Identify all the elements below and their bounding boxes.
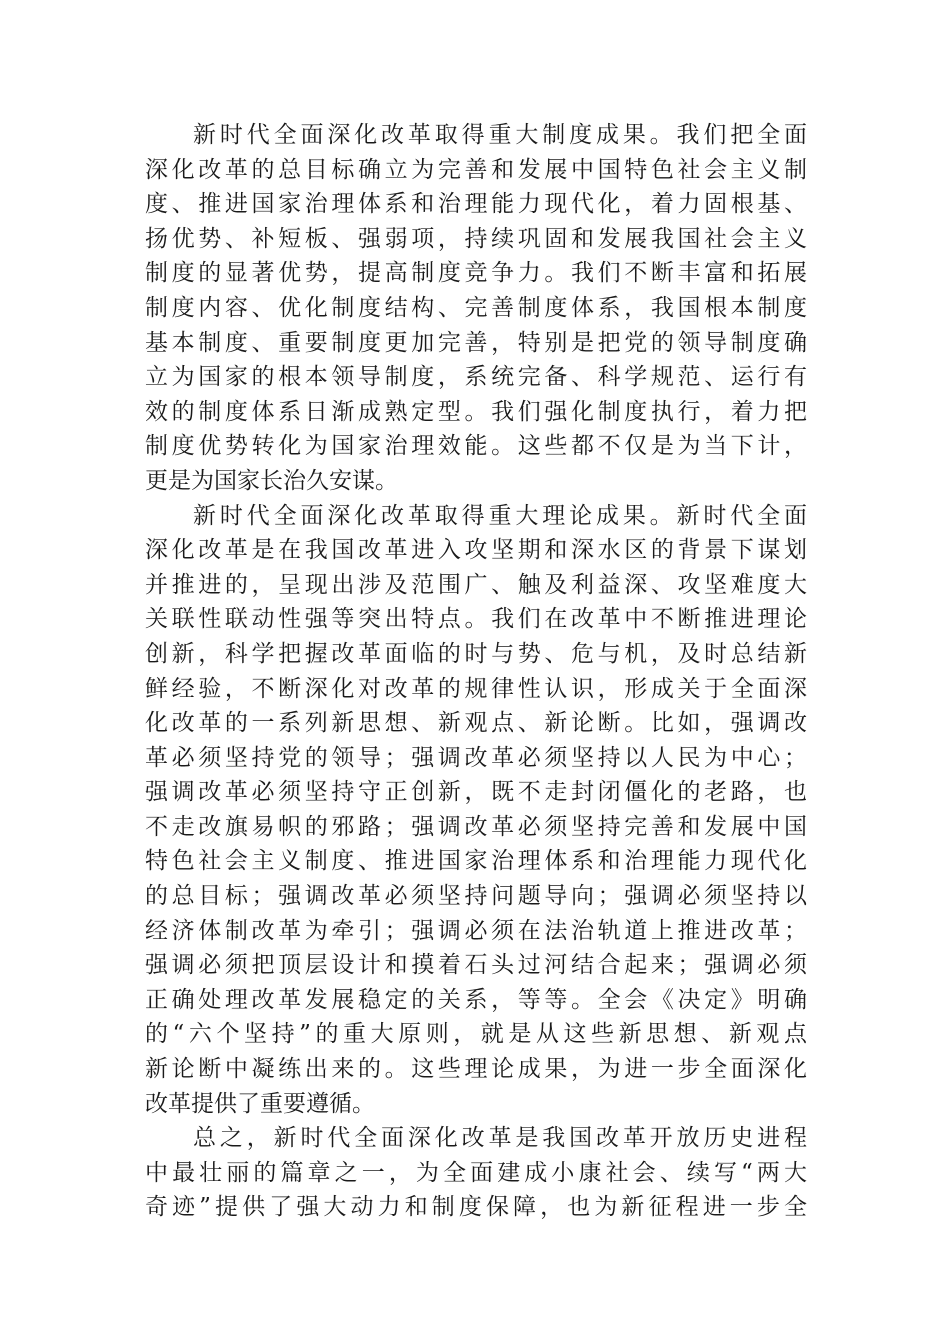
paragraph-line: 改革提供了重要遵循。: [145, 1090, 375, 1117]
paragraph-line: 深化改革是在我国改革进入攻坚期和深水区的背景下谋划: [145, 537, 807, 564]
paragraph-line: 不走改旗易帜的邪路；强调改革必须坚持完善和发展中国: [145, 813, 807, 840]
paragraph-institutional-achievements: [145, 118, 807, 499]
paragraph-line: 关联性联动性强等突出特点。我们在改革中不断推进理论: [145, 606, 807, 633]
paragraph-line: 立为国家的根本领导制度，系统完备、科学规范、运行有: [145, 364, 807, 391]
paragraph-line: 中最壮丽的篇章之一，为全面建成小康社会、续写“两大: [145, 1159, 807, 1186]
paragraph-line: 度、推进国家治理体系和治理能力现代化，着力固根基、: [145, 191, 807, 218]
paragraph-line: 总之，新时代全面深化改革是我国改革开放历史进程: [193, 1125, 807, 1152]
paragraph-line: 扬优势、补短板、强弱项，持续巩固和发展我国社会主义: [145, 225, 807, 252]
paragraph-line: 经济体制改革为牵引；强调必须在法治轨道上推进改革；: [145, 917, 807, 944]
paragraph-line: 更是为国家长治久安谋。: [145, 467, 398, 494]
paragraph-line: 的总目标；强调改革必须坚持问题导向；强调必须坚持以: [145, 883, 807, 910]
paragraph-line: 化改革的一系列新思想、新观点、新论断。比如，强调改: [145, 710, 807, 737]
paragraph-conclusion: [145, 1121, 807, 1225]
paragraph-line: 的“六个坚持”的重大原则，就是从这些新思想、新观点: [145, 1021, 807, 1048]
paragraph-line: 新论断中凝练出来的。这些理论成果，为进一步全面深化: [145, 1056, 807, 1083]
paragraph-line: 创新，科学把握改革面临的时与势、危与机，及时总结新: [145, 640, 807, 667]
paragraph-line: 新时代全面深化改革取得重大制度成果。我们把全面: [193, 122, 807, 148]
paragraph-line: 并推进的，呈现出涉及范围广、触及利益深、攻坚难度大: [145, 571, 807, 598]
paragraph-line: 制度内容、优化制度结构、完善制度体系，我国根本制度: [145, 294, 807, 321]
paragraph-line: 强调改革必须坚持守正创新，既不走封闭僵化的老路，也: [145, 779, 807, 806]
paragraph-line: 革必须坚持党的领导；强调改革必须坚持以人民为中心；: [145, 744, 807, 771]
paragraph-line: 基本制度、重要制度更加完善，特别是把党的领导制度确: [145, 329, 807, 356]
paragraph-line: 新时代全面深化改革取得重大理论成果。新时代全面: [193, 502, 807, 529]
paragraph-line: 鲜经验，不断深化对改革的规律性认识，形成关于全面深: [145, 675, 807, 702]
paragraph-line: 制度优势转化为国家治理效能。这些都不仅是为当下计，: [145, 433, 807, 460]
paragraph-line: 奇迹”提供了强大动力和制度保障，也为新征程进一步全: [145, 1194, 807, 1221]
paragraph-theoretical-achievements: [145, 499, 807, 1122]
paragraph-line: 深化改革的总目标确立为完善和发展中国特色社会主义制: [145, 156, 807, 183]
paragraph-line: 效的制度体系日渐成熟定型。我们强化制度执行，着力把: [145, 398, 807, 425]
paragraph-line: 特色社会主义制度、推进国家治理体系和治理能力现代化: [145, 848, 807, 875]
paragraph-line: 正确处理改革发展稳定的关系，等等。全会《决定》明确: [145, 986, 807, 1013]
paragraph-line: 制度的显著优势，提高制度竞争力。我们不断丰富和拓展: [145, 260, 807, 287]
paragraph-line: 强调必须把顶层设计和摸着石头过河结合起来；强调必须: [145, 952, 807, 979]
document-body: [145, 118, 807, 1225]
